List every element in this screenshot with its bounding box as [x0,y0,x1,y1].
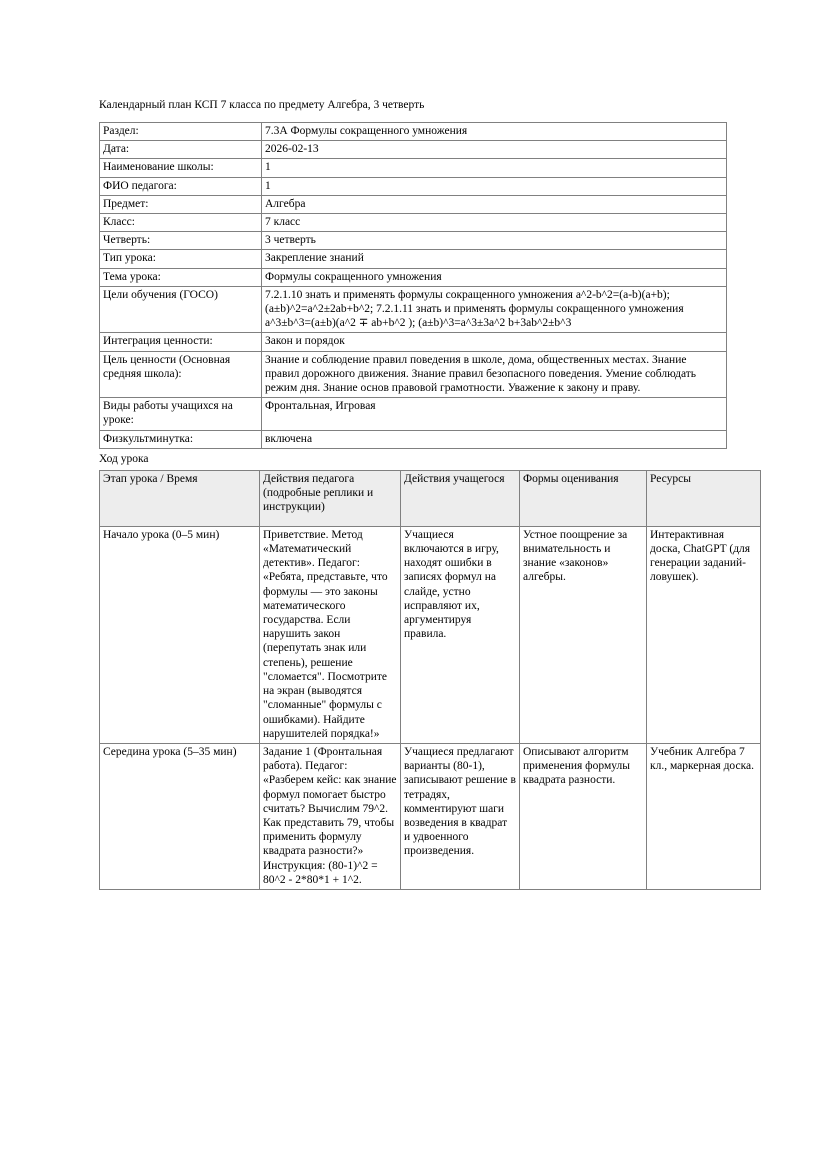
info-label: Четверть: [100,232,262,250]
column-header-teacher: Действия педагога (подробные реплики и инструкции) [260,470,401,526]
column-header-assessment: Формы оценивания [520,470,647,526]
info-label: Виды работы учащихся на уроке: [100,398,262,430]
column-header-student: Действия учащегося [401,470,520,526]
table-row [100,743,761,889]
table-row [100,141,727,159]
table-row [100,398,727,430]
info-label: Предмет: [100,195,262,213]
table-row [100,268,727,286]
info-value: Алгебра [262,195,727,213]
info-value: включена [262,430,727,448]
table-row [100,195,727,213]
info-value: 7.3А Формулы сокращенного умножения [262,123,727,141]
info-value: Формулы сокращенного умножения [262,268,727,286]
lesson-info-table [99,122,727,449]
info-value: 3 четверть [262,232,727,250]
info-label: Физкультминутка: [100,430,262,448]
info-value: 7 класс [262,214,727,232]
info-value: 1 [262,177,727,195]
info-label: Тип урока: [100,250,262,268]
table-row [100,177,727,195]
lesson-plan-table [99,470,761,890]
table-row [100,214,727,232]
info-value: 2026-02-13 [262,141,727,159]
table-row [100,351,727,398]
info-value: Фронтальная, Игровая [262,398,727,430]
info-value: 1 [262,159,727,177]
info-label: Класс: [100,214,262,232]
info-label: Цель ценности (Основная средняя школа): [100,351,262,398]
section-heading: Ход урока [99,452,149,465]
info-label: Раздел: [100,123,262,141]
column-header-resources: Ресурсы [647,470,761,526]
cell-student: Учащиеся предлагают варианты (80-1), записывают решение в тетрадях, комментируют шаги возведения в квадрат и удвоенного произведения. [401,743,520,889]
info-label: Тема урока: [100,268,262,286]
table-row [100,159,727,177]
info-label: Наименование школы: [100,159,262,177]
cell-teacher: Приветствие. Метод «Математический детектив». Педагог: «Ребята, представьте, что формулы — это законы математического государства. Если нарушить закон (перепутать знак или степень), решение "сломается". Посмотрите на экран (выводятся "сломанные" формулы с ошибками). Найдите нарушителей порядка!» [260,526,401,743]
table-row [100,526,761,743]
cell-resources: Интерактивная доска, ChatGPT (для генерации заданий-ловушек). [647,526,761,743]
table-row [100,286,727,333]
table-row [100,123,727,141]
cell-assessment: Устное поощрение за внимательность и знание «законов» алгебры. [520,526,647,743]
info-value: Знание и соблюдение правил поведения в школе, дома, общественных местах. Знание правил дорожного движения. Знание правил безопасного поведения. Умение соблюдать режим дня. Знание основ правовой грамотности. Уважение к закону и праву. [262,351,727,398]
page-title: Календарный план КСП 7 класса по предмету Алгебра, 3 четверть [99,99,425,111]
table-header-row [100,470,761,526]
info-value: Закон и порядок [262,333,727,351]
cell-stage: Середина урока (5–35 мин) [100,743,260,889]
table-row [100,250,727,268]
cell-teacher: Задание 1 (Фронтальная работа). Педагог: «Разберем кейс: как знание формул помогает быстро считать? Вычислим 79^2. Как представить 79, чтобы применить формулу квадрата разности?» Инструкция: (80-1)^2 = 80^2 - 2*80*1 + 1^2. [260,743,401,889]
cell-assessment: Описывают алгоритм применения формулы квадрата разности. [520,743,647,889]
cell-stage: Начало урока (0–5 мин) [100,526,260,743]
cell-student: Учащиеся включаются в игру, находят ошибки в записях формул на слайде, устно исправляют их, аргументируя правила. [401,526,520,743]
info-label: ФИО педагога: [100,177,262,195]
info-label: Интеграция ценности: [100,333,262,351]
table-row [100,232,727,250]
table-row [100,430,727,448]
info-label: Цели обучения (ГОСО) [100,286,262,333]
table-row [100,333,727,351]
cell-resources: Учебник Алгебра 7 кл., маркерная доска. [647,743,761,889]
document-content [99,98,754,890]
info-label: Дата: [100,141,262,159]
column-header-stage: Этап урока / Время [100,470,260,526]
info-value: 7.2.1.10 знать и применять формулы сокращенного умножения a^2-b^2=(a-b)(a+b); (a±b)^2=a^2±2ab+b^2; 7.2.1.11 знать и применять формулы сокращенного умножения a^3±b^3=(a±b)(a^2 ∓ ab+b^2 ); (a±b)^3=a^3±3a^2 b+3ab^2±b^3 [262,286,727,333]
info-value: Закрепление знаний [262,250,727,268]
